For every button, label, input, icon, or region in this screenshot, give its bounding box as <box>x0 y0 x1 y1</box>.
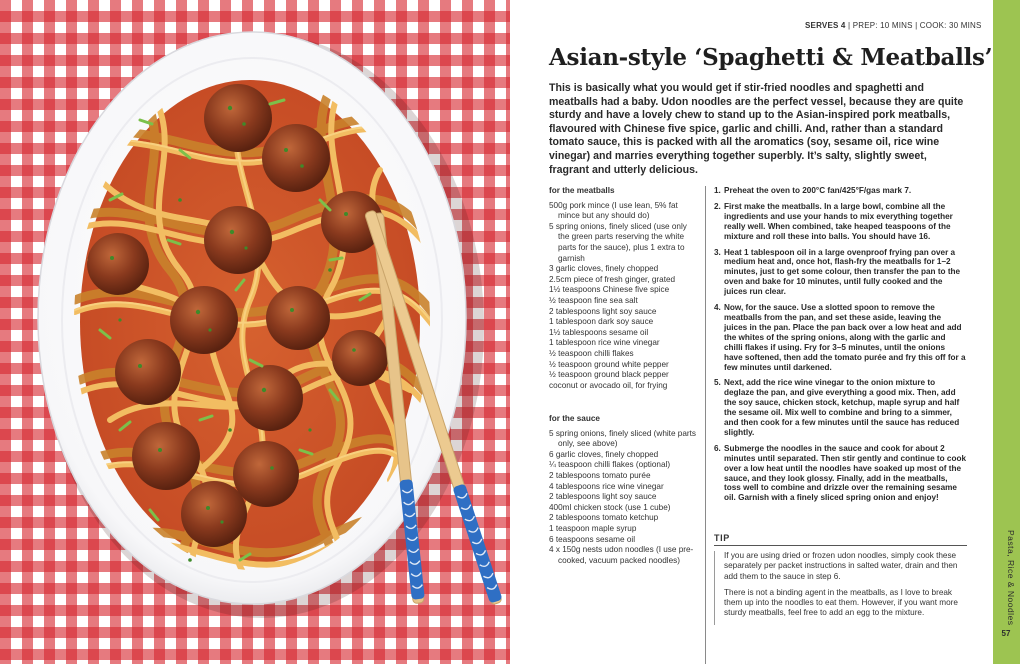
ingredient-item: ½ teaspoon fine sea salt <box>549 295 638 305</box>
ingredient-item: ½ teaspoon ground white pepper <box>549 359 669 369</box>
ingredient-item: 4 tablespoons rice wine vinegar <box>549 481 664 491</box>
method-step <box>714 248 966 298</box>
method-step <box>714 378 966 437</box>
step-text: Heat 1 tablespoon oil in a large ovenproof frying pan over a medium heat and, once hot, flash-fry the meatballs for 1–2 minutes, just to get some colour, then transfer the pan to the oven and bake for 10 minutes, until fully cooked and the juices run clear. <box>724 247 961 297</box>
ingredient-item: ¼ teaspoon chilli flakes (optional) <box>549 460 671 470</box>
step-number: 2. <box>714 201 721 211</box>
ingredient-item: 6 garlic cloves, finely chopped <box>549 449 659 459</box>
serves-text: SERVES 4 <box>805 21 846 30</box>
ingredients-sauce <box>549 414 699 566</box>
ingredient-item: 2.5cm piece of fresh ginger, grated <box>549 274 676 284</box>
step-text: Submerge the noodles in the sauce and cook for about 2 minutes until separated. Then stir gently and continue to cook over a low heat until the noodles have soaked up most of the sauce, and they look glossy. Finally, add in the meatballs, toss well to combine and drizzle over the remaining sesame oil. Garnish with a finely sliced spring onion and enjoy! <box>724 443 967 503</box>
ingredient-item: 3 garlic cloves, finely chopped <box>549 264 659 274</box>
ingredient-item: 1 teaspoon maple syrup <box>549 523 637 533</box>
step-text: Preheat the oven to 200°C fan/425°F/gas mark 7. <box>724 186 912 195</box>
tip-rule <box>714 545 967 546</box>
separator: | <box>845 21 853 30</box>
method-step <box>714 303 966 372</box>
meatballs-heading: for the meatballs <box>549 186 615 195</box>
ingredient-item: 2 tablespoons tomato purée <box>549 470 651 480</box>
ingredient-item: 4 x 150g nests udon noodles (I use pre-cooked, vacuum packed noodles) <box>549 545 694 565</box>
ingredient-item: 400ml chicken stock (use 1 cube) <box>549 502 671 512</box>
tip-paragraph: There is not a binding agent in the meatballs, as I love to break them up into the noodles to eat them. However, if you want more sturdy meatballs, feel free to add an egg to the mixture. <box>724 587 958 618</box>
step-number: 3. <box>714 247 721 257</box>
ingredient-item: 2 tablespoons tomato ketchup <box>549 513 659 523</box>
step-number: 4. <box>714 303 721 313</box>
ingredient-item: 1½ teaspoons Chinese five spice <box>549 285 670 295</box>
ingredient-item: 1½ tablespoons sesame oil <box>549 327 649 337</box>
tip-box <box>714 551 967 625</box>
ingredient-item: 500g pork mince (I use lean, 5% fat mince but any should do) <box>549 200 678 221</box>
ingredient-item: ½ teaspoon ground black pepper <box>549 370 669 380</box>
ingredient-item: 2 tablespoons light soy sauce <box>549 306 657 316</box>
method-step <box>714 202 966 242</box>
ingredient-item: 6 teaspoons sesame oil <box>549 534 636 544</box>
prep-time: PREP: 10 MINS <box>852 21 913 30</box>
recipe-intro: This is basically what you would get if stir-fried noodles and spaghetti and meatballs had a baby. Udon noodles are the perfect vessel, because they are quite sturdy and have a lovely chew to stand up to the Asian-inspired pork meatballs, flavoured with Chinese five spice, garlic and chilli. And, rather than a standard tomato sauce, this is packed with all the aromatics (soy, sesame oil, rice wine vinegar) and marries everything together superbly. It’s salty, slightly sweet, fragrant and utterly delicious. <box>549 82 964 176</box>
recipe-title: Asian-style ‘Spaghetti & Meatballs’ <box>549 44 993 71</box>
ingredient-item: 2 tablespoons light soy sauce <box>549 492 657 502</box>
page-number: 57 <box>1001 629 1011 638</box>
sauce-ingredient-list <box>549 429 699 567</box>
ingredient-item: 5 spring onions, finely sliced (white parts only, see above) <box>549 428 696 449</box>
meatballs-ingredient-list <box>549 201 699 392</box>
step-number: 6. <box>714 443 721 453</box>
step-number: 1. <box>714 186 721 195</box>
method-step <box>714 186 966 196</box>
separator: | <box>912 21 920 30</box>
step-number: 5. <box>714 378 721 388</box>
serves-prep-cook-line <box>805 21 982 30</box>
method-steps <box>714 186 966 509</box>
ingredient-item: 5 spring onions, finely sliced (use only the green parts reserving the white parts for the sauce), plus 1 extra to garnish <box>549 221 687 263</box>
step-text: Now, for the sauce. Use a slotted spoon to remove the meatballs from the pan, and set these aside, leaving the juices in the pan. Place the pan back over a low heat and add the whites of the spring onions, along with the garlic and chilli flakes if using. Fry for 3–5 minutes, until the onions have softened, then add the tomato purée and fry this off for a few minutes until darkened. <box>724 303 966 372</box>
ingredient-item: coconut or avocado oil, for frying <box>549 380 668 390</box>
ingredient-item: 1 tablespoon rice wine vinegar <box>549 338 660 348</box>
tip-heading: TIP <box>714 533 730 543</box>
step-text: Next, add the rice wine vinegar to the onion mixture to deglaze the pan, and give everything a good mix. Then, add the soy sauce, chicken stock, ketchup, maple syrup and half the sesame oil. Mix well to combine and bring to a simmer, and then cook for a few minutes until the sauce has reduced slightly. <box>724 378 960 437</box>
column-divider <box>705 186 706 664</box>
ingredients-meatballs <box>549 186 699 391</box>
chapter-label: Pasta, Rice & Noodles <box>1006 530 1016 626</box>
tip-paragraph: If you are using dried or frozen udon noodles, simply cook these separately per packet instructions in salted water, drain and then add them to the sauce in step 6. <box>724 551 958 581</box>
cook-time: COOK: 30 MINS <box>919 21 982 30</box>
ingredient-item: 1 tablespoon dark soy sauce <box>549 317 654 327</box>
method-step <box>714 444 966 503</box>
step-text: First make the meatballs. In a large bowl, combine all the ingredients and use your hands to mix everything together really well. When combined, take heaped teaspoons of the mixture and roll these into balls. You should have 16. <box>724 201 953 241</box>
sauce-heading: for the sauce <box>549 414 600 423</box>
ingredient-item: ½ teaspoon chilli flakes <box>549 348 634 358</box>
